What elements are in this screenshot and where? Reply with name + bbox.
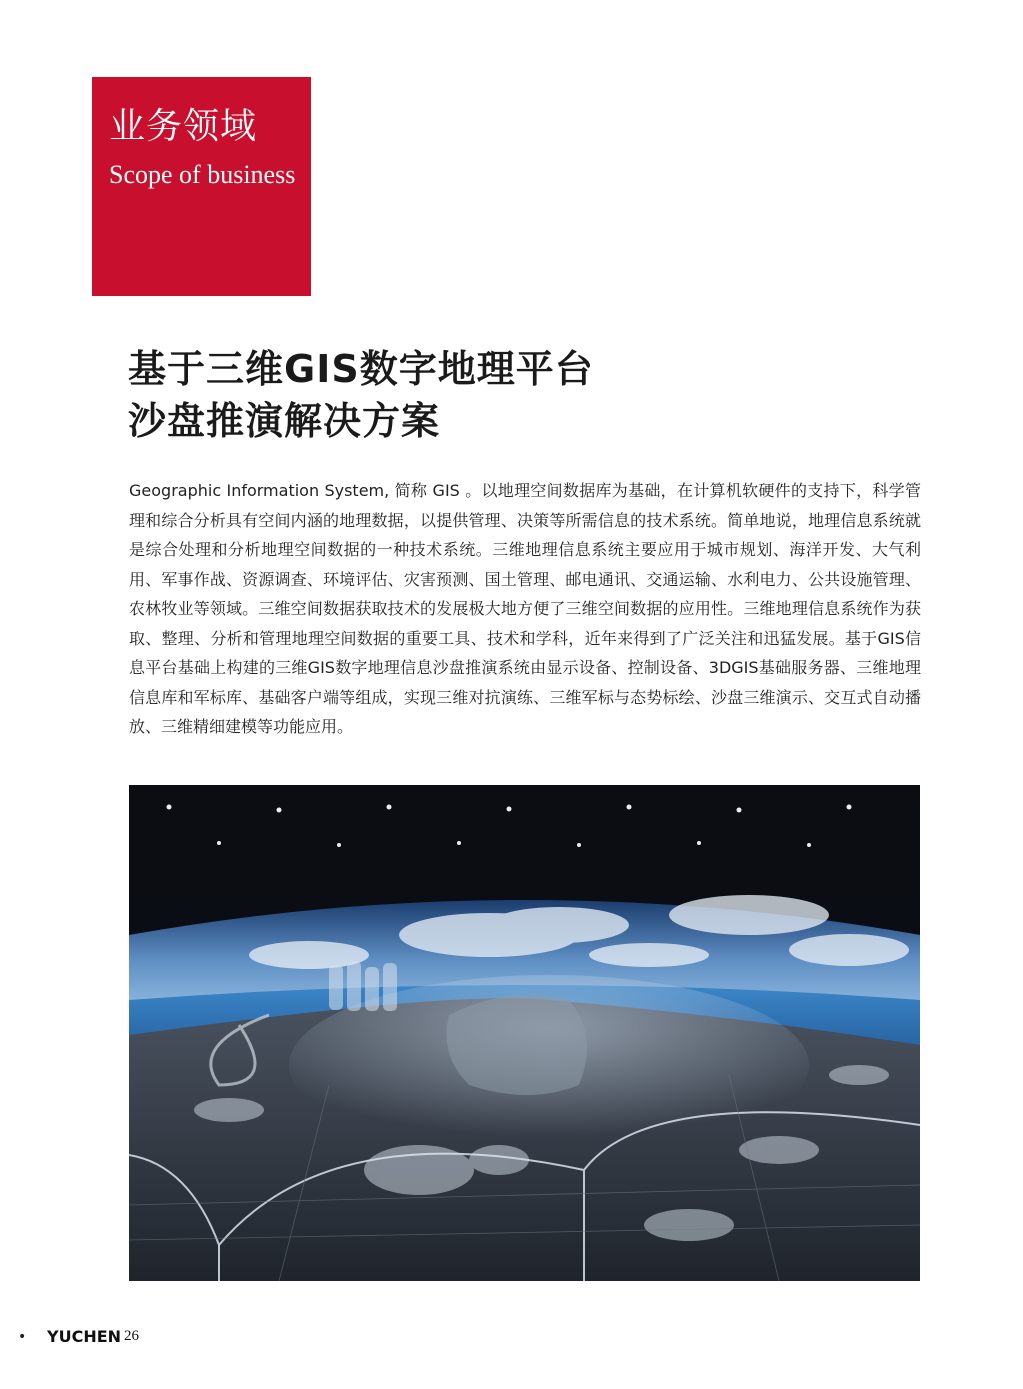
sand-table-illustration bbox=[129, 785, 920, 1281]
section-title-cn: 业务领域 bbox=[109, 106, 258, 147]
headline-line-1: 基于三维GIS数字地理平台 bbox=[128, 347, 594, 391]
headline-line-2: 沙盘推演解决方案 bbox=[128, 399, 441, 443]
section-title-en: Scope of business bbox=[109, 160, 296, 189]
page-footer bbox=[0, 1325, 300, 1349]
footer-bullet: • bbox=[18, 1329, 27, 1345]
section-label-box bbox=[92, 77, 311, 296]
brand-logo: YUCHEN bbox=[47, 1327, 122, 1346]
sand-table-photo bbox=[129, 785, 920, 1281]
article-body: Geographic Information System, 简称 GIS 。以地理空间数据库为基础，在计算机软硬件的支持下，科学管理和综合分析具有空间内涵的地理数据，以提供管理、决策等所需信息的技术系统。简单地说，地理信息系统就是综合处理和分析地理空间数据的一种技术系统。三维地理信息系统主要应用于城市规划、海洋开发、大气利用、军事作战、资源调查、环境评估、灾害预测、国土管理、邮电通讯、交通运输、水利电力、公共设施管理、农林牧业等领域。三维空间数据获取技术的发展极大地方便了三维空间数据的应用性。三维地理信息系统作为获取、整理、分析和管理地理空间数据的重要工具、技术和学科，近年来得到了广泛关注和迅猛发展。基于GIS信息平台基础上构建的三维GIS数字地理信息沙盘推演系统由显示设备、控制设备、3DGIS基础服务器、三维地理信息库和军标库、基础客户端等组成，实现三维对抗演练、三维军标与态势标绘、沙盘三维演示、交互式自动播放、三维精细建模等功能应用。 bbox=[129, 481, 921, 736]
page-number: 26 bbox=[124, 1328, 139, 1344]
article-headline bbox=[128, 343, 828, 447]
